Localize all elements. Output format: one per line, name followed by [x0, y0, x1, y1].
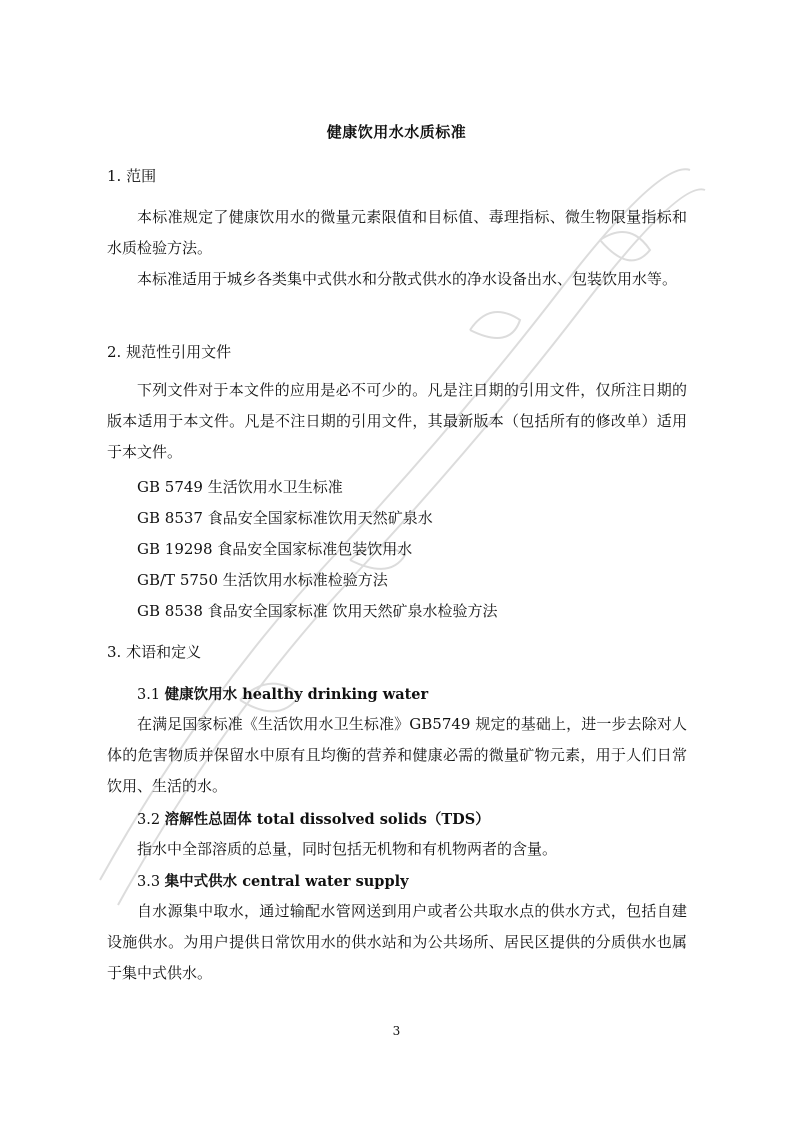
reference-item: GB 8537 食品安全国家标准饮用天然矿泉水 — [137, 509, 433, 527]
term-chinese: 溶解性总固体 — [164, 811, 252, 828]
term-3-1-heading — [137, 683, 428, 704]
term-english: healthy drinking water — [237, 686, 429, 703]
page-number: 3 — [392, 1024, 401, 1038]
term-english: central water supply — [237, 873, 409, 890]
term-3-3-definition: 自水源集中取水，通过输配水管网送到用户或者公共取水点的供水方式，包括自建设施供水。为用户提供日常饮用水的供水站和为公共场所、居民区提供的分质供水也属于集中式供水。 — [107, 902, 687, 982]
term-chinese: 健康饮用水 — [164, 686, 238, 703]
term-3-2-definition: 指水中全部溶质的总量，同时包括无机物和有机物两者的含量。 — [137, 840, 558, 858]
reference-item: GB 19298 食品安全国家标准包装饮用水 — [137, 540, 413, 558]
reference-item: GB 5749 生活饮用水卫生标准 — [137, 478, 343, 496]
section-2-paragraph-1: 下列文件对于本文件的应用是必不可少的。凡是注日期的引用文件，仅所注日期的版本适用于本文件。凡是不注日期的引用文件，其最新版本（包括所有的修改单）适用于本文件。 — [107, 381, 687, 461]
term-number: 3.1 — [137, 687, 165, 703]
section-2-heading: 2. 规范性引用文件 — [107, 343, 232, 361]
document-title: 健康饮用水水质标准 — [326, 123, 467, 141]
section-1-paragraph-1: 本标准规定了健康饮用水的微量元素限值和目标值、毒理指标、微生物限量指标和水质检验方法。 — [107, 208, 687, 257]
section-1-heading: 1. 范围 — [107, 167, 157, 185]
section-1-paragraph-2: 本标准适用于城乡各类集中式供水和分散式供水的净水设备出水、包装饮用水等。 — [137, 270, 678, 288]
reference-item: GB 8538 食品安全国家标准 饮用天然矿泉水检验方法 — [137, 602, 498, 620]
term-3-3-heading — [137, 870, 409, 891]
term-3-1-definition: 在满足国家标准《生活饮用水卫生标准》GB5749 规定的基础上，进一步去除对人体的危害物质并保留水中原有且均衡的营养和健康必需的微量矿物元素，用于人们日常饮用、生活的水。 — [107, 715, 687, 795]
section-3-heading: 3. 术语和定义 — [107, 643, 202, 661]
term-number: 3.3 — [137, 874, 165, 890]
term-3-2-heading — [137, 808, 490, 829]
term-number: 3.2 — [137, 812, 165, 828]
reference-item: GB/T 5750 生活饮用水标准检验方法 — [137, 571, 388, 589]
term-chinese: 集中式供水 — [164, 873, 238, 890]
term-english: total dissolved solids（TDS） — [251, 811, 490, 828]
